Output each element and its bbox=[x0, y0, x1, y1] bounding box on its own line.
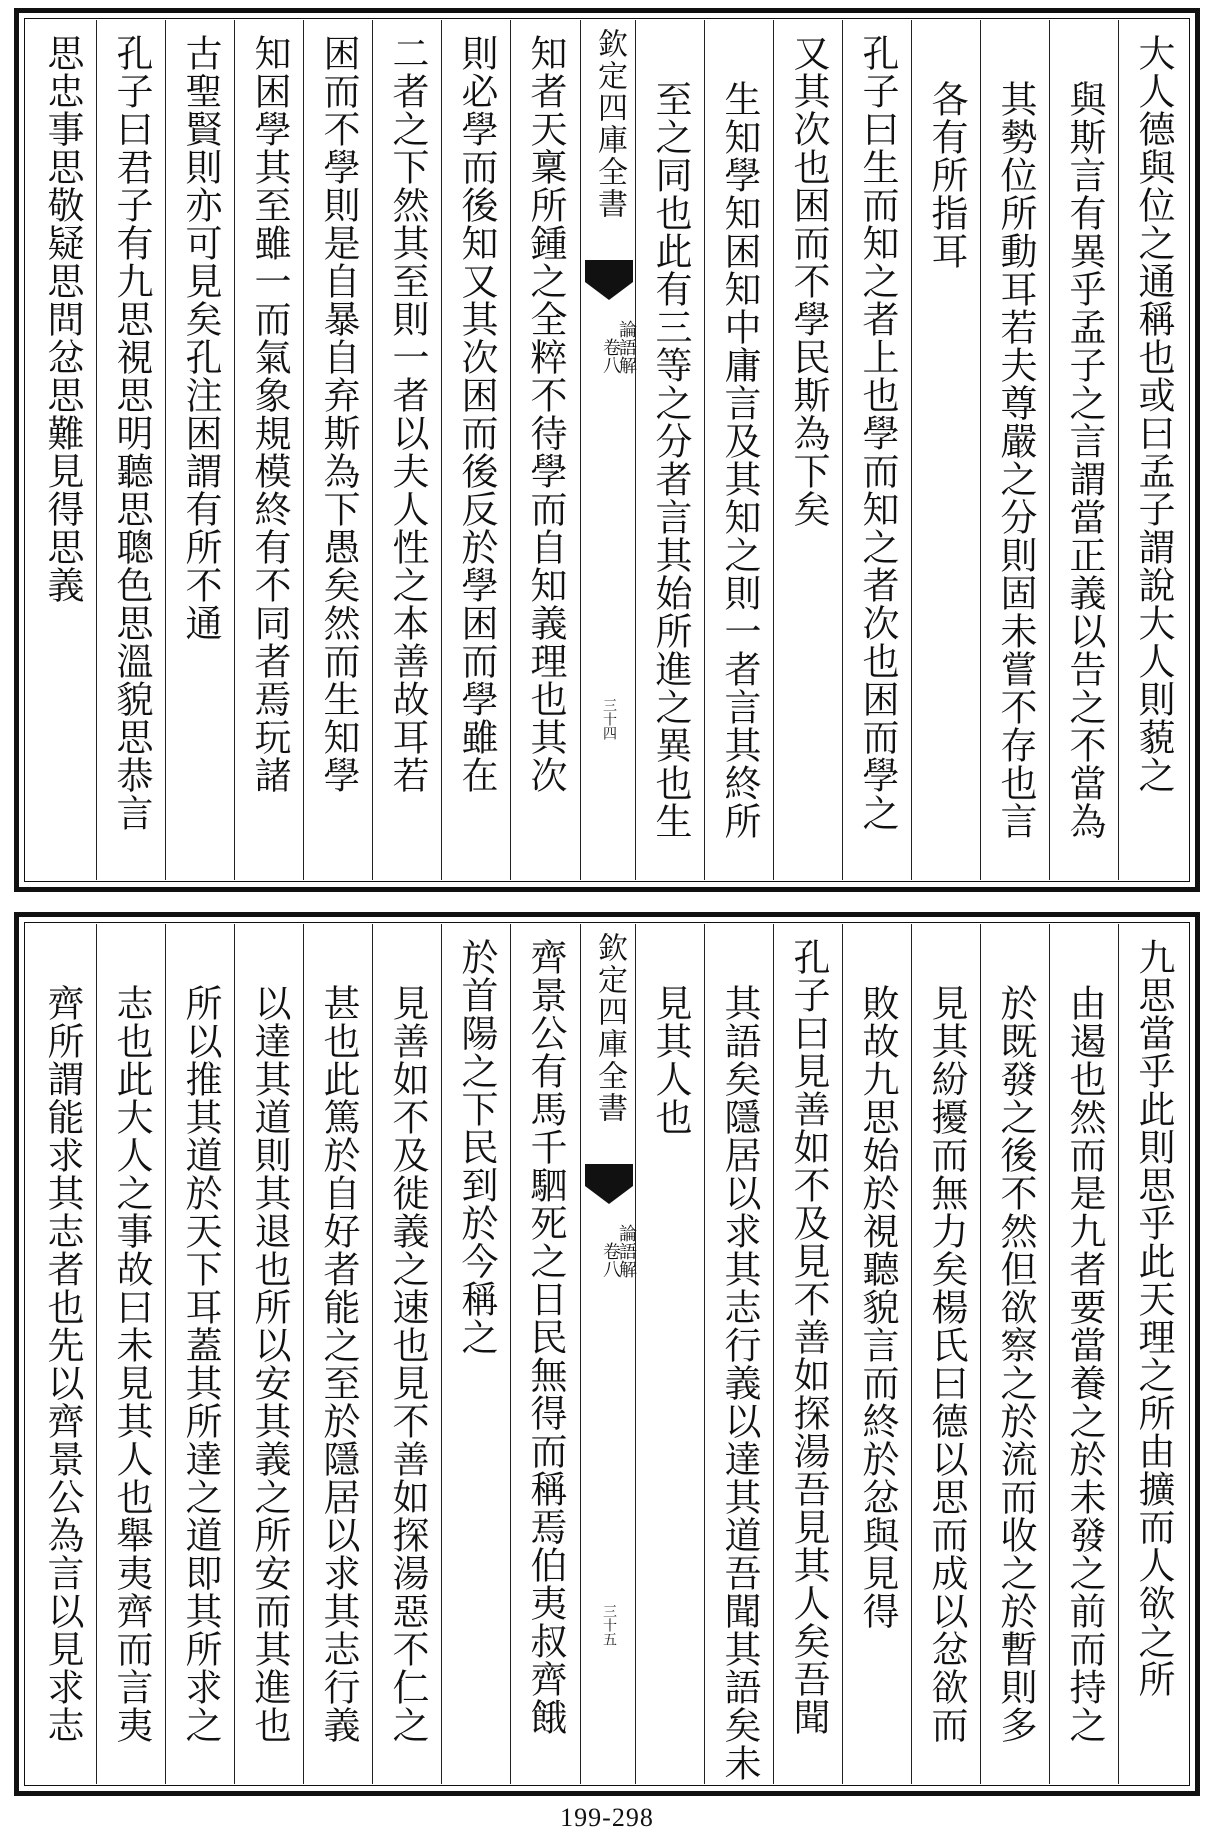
text-column: 古聖賢則亦可見矣孔注困謂有所不通 bbox=[166, 20, 235, 880]
text-column: 齊景公有馬千駟死之日民無得而稱焉伯夷叔齊餓 bbox=[524, 938, 567, 1736]
fishtail-mark-icon bbox=[585, 1164, 633, 1204]
text-column: 思忠事思敬疑思問忿思難見得思義 bbox=[28, 20, 97, 880]
text-column: 各有所指耳 bbox=[912, 20, 981, 880]
text-column: 由遏也然而是九者要當養之於未發之前而持之 bbox=[1050, 924, 1119, 1784]
text-column: 見其紛擾而無力矣楊氏曰德以思而成以忿欲而 bbox=[912, 924, 981, 1784]
page-footer-code: 199-298 bbox=[560, 1803, 654, 1832]
text-column: 敗故九思始於視聽貌言而終於忿與見得 bbox=[843, 924, 912, 1784]
collection-title: 欽定四庫全書 bbox=[592, 932, 627, 1124]
volume-number: 卷八 bbox=[600, 1242, 621, 1278]
text-column: 九思當乎此則思乎此天理之所由擴而人欲之所 bbox=[1132, 938, 1175, 1698]
volume-number: 卷八 bbox=[600, 338, 621, 374]
text-column: 所以推其道於天下耳蓋其所達之道即其所求之 bbox=[166, 924, 235, 1784]
text-columns bbox=[26, 924, 1188, 1784]
center-fold bbox=[580, 924, 636, 1784]
text-column: 其語矣隱居以求其志行義以達其道吾聞其語矣未 bbox=[705, 924, 774, 1784]
book-name: 論語解 bbox=[616, 320, 637, 374]
text-column: 又其次也困而不學民斯為下矣 bbox=[774, 20, 843, 880]
text-column: 齊所謂能求其志者也先以齊景公為言以見求志 bbox=[28, 924, 97, 1784]
text-column: 志也此大人之事故曰未見其人也舉夷齊而言夷 bbox=[97, 924, 166, 1784]
top-page bbox=[14, 8, 1200, 892]
text-column: 於首陽之下民到於今稱之 bbox=[442, 924, 511, 1784]
text-column: 生知學知困知中庸言及其知之則一者言其終所 bbox=[705, 20, 774, 880]
page-number: 三十五 bbox=[601, 1604, 617, 1646]
text-column: 以達其道則其退也所以安其義之所安而其進也 bbox=[235, 924, 304, 1784]
collection-title: 欽定四庫全書 bbox=[592, 28, 627, 220]
text-column: 則必學而後知又其次困而後反於學困而學雖在 bbox=[442, 20, 511, 880]
text-column: 於既發之後不然但欲察之於流而收之於暫則多 bbox=[981, 924, 1050, 1784]
text-column: 見其人也 bbox=[636, 924, 705, 1784]
text-column: 孔子曰生而知之者上也學而知之者次也困而學之 bbox=[843, 20, 912, 880]
text-column: 孔子曰見善如不及見不善如探湯吾見其人矣吾聞 bbox=[774, 924, 843, 1784]
center-fold bbox=[580, 20, 636, 880]
text-column: 知者天稟所鍾之全粹不待學而自知義理也其次 bbox=[524, 34, 567, 794]
book-name: 論語解 bbox=[616, 1224, 637, 1278]
page-number: 三十四 bbox=[601, 698, 617, 740]
text-column: 二者之下然其至則一者以夫人性之本善故耳若 bbox=[373, 20, 442, 880]
bottom-page bbox=[14, 912, 1200, 1796]
text-column: 見善如不及徙義之速也見不善如探湯惡不仁之 bbox=[373, 924, 442, 1784]
text-columns bbox=[26, 20, 1188, 880]
fishtail-mark-icon bbox=[585, 260, 633, 300]
text-column: 其勢位所動耳若夫尊嚴之分則固未嘗不存也言 bbox=[981, 20, 1050, 880]
text-column: 與斯言有異乎孟子之言謂當正義以告之不當為 bbox=[1050, 20, 1119, 880]
text-column: 甚也此篤於自好者能之至於隱居以求其志行義 bbox=[304, 924, 373, 1784]
text-column: 困而不學則是自暴自弃斯為下愚矣然而生知學 bbox=[304, 20, 373, 880]
text-column: 孔子曰君子有九思視思明聽思聰色思溫貌思恭言 bbox=[97, 20, 166, 880]
text-column: 大人德與位之通稱也或曰孟子謂說大人則藐之 bbox=[1132, 34, 1175, 794]
text-column: 知困學其至雖一而氣象規模終有不同者焉玩諸 bbox=[235, 20, 304, 880]
text-column: 至之同也此有三等之分者言其始所進之異也生 bbox=[636, 20, 705, 880]
